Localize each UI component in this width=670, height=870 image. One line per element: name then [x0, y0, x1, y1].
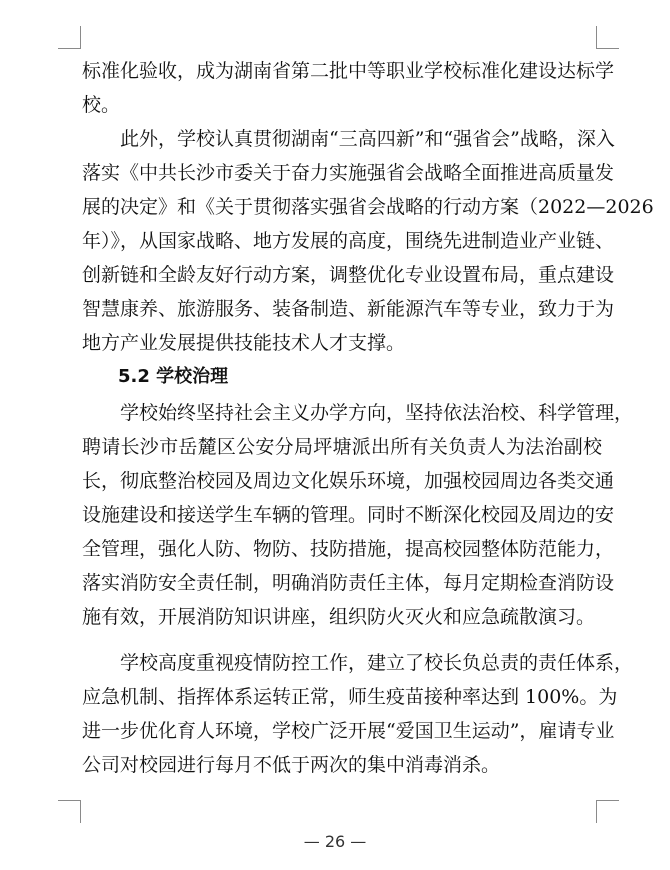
paragraph-line: 进一步优化育人环境，学校广泛开展“爱国卫生运动”，雇请专业 [82, 720, 615, 742]
paragraph-line: 标准化验收，成为湖南省第二批中等职业学校标准化建设达标学 [82, 60, 615, 82]
crop-mark-top-right [596, 26, 619, 49]
paragraph-line: 公司对校园进行每月不低于两次的集中消毒消杀。 [82, 754, 501, 776]
paragraph-line: 设施建设和接送学生车辆的管理。同时不断深化校园及周边的安 [82, 504, 615, 526]
section-heading: 5.2 学校治理 [118, 366, 229, 387]
paragraph-line: 应急机制、指挥体系运转正常，师生疫苗接种率达到 100%。为 [82, 686, 618, 708]
paragraph-line: 智慧康养、旅游服务、装备制造、新能源汽车等专业，致力于为 [82, 298, 615, 320]
crop-mark-bottom-left [58, 800, 81, 823]
paragraph-line: 学校高度重视疫情防控工作，建立了校长负总责的责任体系， [120, 652, 634, 674]
paragraph-line: 地方产业发展提供技能技术人才支撑。 [82, 332, 406, 354]
crop-mark-top-left [58, 26, 81, 49]
paragraph-line: 落实消防安全责任制，明确消防责任主体，每月定期检查消防设 [82, 572, 615, 594]
crop-mark-bottom-right [596, 800, 619, 823]
paragraph-line: 施有效，开展消防知识讲座，组织防火灭火和应急疏散演习。 [82, 606, 596, 628]
paragraph-line: 落实《中共长沙市委关于奋力实施强省会战略全面推进高质量发 [82, 162, 615, 184]
paragraph-line: 展的决定》和《关于贯彻落实强省会战略的行动方案（2022—2026 [82, 196, 654, 218]
paragraph-line: 校。 [82, 94, 121, 116]
paragraph-line: 全管理，强化人防、物防、技防措施，提高校园整体防范能力， [82, 538, 615, 560]
paragraph-line: 学校始终坚持社会主义办学方向，坚持依法治校、科学管理， [120, 402, 634, 424]
page-number: — 26 — [303, 832, 367, 851]
paragraph-line: 长，彻底整治校园及周边文化娱乐环境，加强校园周边各类交通 [82, 470, 615, 492]
paragraph-line: 此外，学校认真贯彻湖南“三高四新”和“强省会”战略，深入 [120, 128, 615, 150]
paragraph-line: 聘请长沙市岳麓区公安分局坪塘派出所有关负责人为法治副校 [82, 436, 602, 458]
paragraph-line: 年）》，从国家战略、地方发展的高度，围绕先进制造业产业链、 [82, 230, 615, 252]
paragraph-line: 创新链和全龄友好行动方案，调整优化专业设置布局，重点建设 [82, 264, 615, 286]
